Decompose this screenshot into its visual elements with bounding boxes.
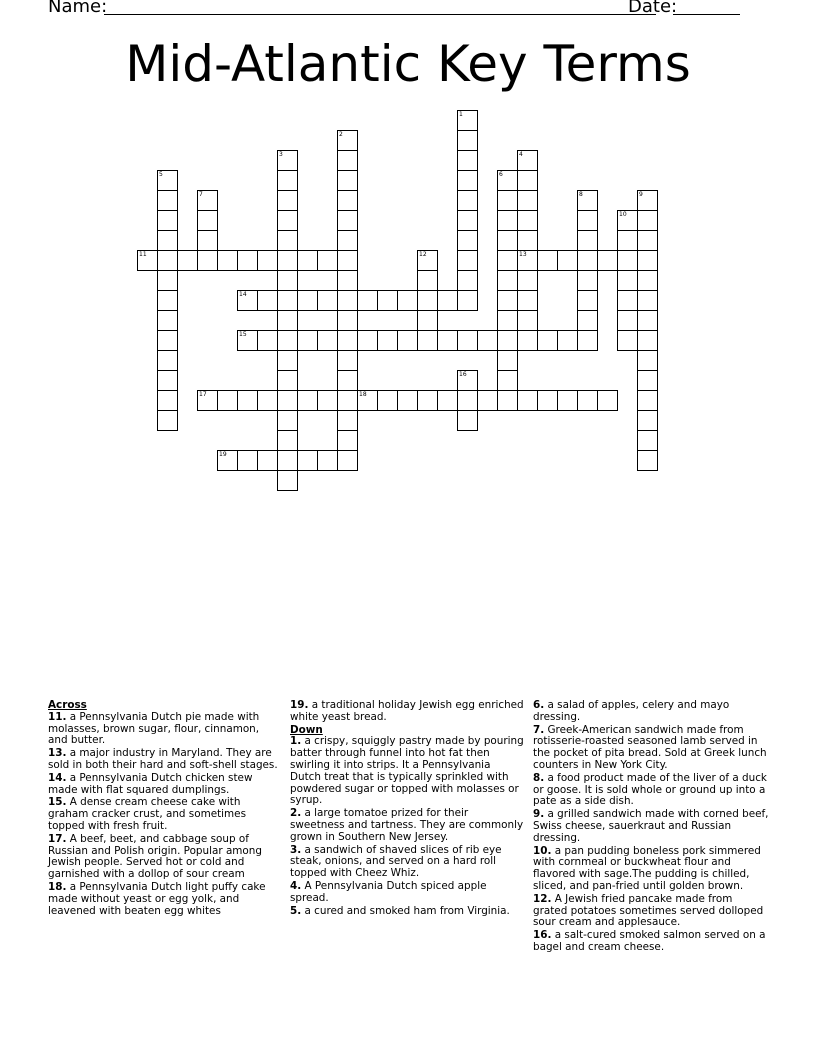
grid-cell[interactable] — [417, 330, 438, 351]
grid-cell[interactable] — [617, 290, 638, 311]
grid-cell[interactable] — [317, 290, 338, 311]
down-heading: Down — [290, 723, 323, 736]
grid-cell[interactable] — [157, 290, 178, 311]
grid-cell[interactable] — [277, 210, 298, 231]
grid-cell[interactable] — [277, 170, 298, 191]
grid-cell[interactable] — [457, 150, 478, 171]
grid-cell[interactable] — [237, 450, 258, 471]
grid-cell[interactable] — [637, 410, 658, 431]
grid-cell[interactable] — [417, 250, 438, 271]
grid-cell[interactable] — [157, 270, 178, 291]
grid-cell[interactable] — [637, 450, 658, 471]
grid-cell[interactable] — [617, 310, 638, 331]
grid-cell[interactable] — [457, 390, 478, 411]
grid-cell[interactable] — [517, 270, 538, 291]
clue-number: 19 — [219, 451, 227, 458]
grid-cell[interactable] — [537, 390, 558, 411]
grid-cell[interactable] — [517, 290, 538, 311]
grid-cell[interactable] — [337, 270, 358, 291]
grid-cell[interactable] — [277, 250, 298, 271]
clues-column-2 — [290, 700, 524, 918]
grid-cell[interactable] — [637, 190, 658, 211]
grid-cell[interactable] — [157, 310, 178, 331]
grid-cell[interactable] — [637, 430, 658, 451]
grid-cell[interactable] — [577, 250, 598, 271]
clue-number: 11 — [139, 251, 147, 258]
grid-cell[interactable] — [377, 290, 398, 311]
grid-cell[interactable] — [337, 150, 358, 171]
clue-down-7: 7. Greek-American sandwich made from rotisserie-roasted seasoned lamb served in the pocket of pita bread. Sold at Greek lunch counters in New York City. — [533, 723, 767, 771]
clue-number: 16 — [459, 371, 467, 378]
grid-cell[interactable] — [497, 350, 518, 371]
grid-cell[interactable] — [277, 230, 298, 251]
grid-cell[interactable] — [257, 390, 278, 411]
clue-down-1: 1. a crispy, squiggly pastry made by pouring batter through funnel into hot fat then swirling it into strips. It a Pennsylvania Dutch treat that is typically sprinkled with powdered sugar or topped with molasses or syrup. — [290, 735, 524, 807]
grid-cell[interactable] — [397, 390, 418, 411]
grid-cell[interactable] — [457, 330, 478, 351]
clue-across-13: 13. a major industry in Maryland. They are sold in both their hard and soft-shell stages. — [48, 747, 278, 771]
clue-down-4: 4. A Pennsylvania Dutch spiced apple spread. — [290, 879, 487, 904]
date-label: Date: — [628, 0, 678, 17]
grid-cell[interactable] — [517, 390, 538, 411]
grid-cell[interactable] — [457, 370, 478, 391]
crossword-grid — [0, 0, 816, 500]
clue-down-8: 8. a food product made of the liver of a duck or goose. It is sold whole or ground up into a pate as a side dish. — [533, 771, 767, 808]
grid-cell[interactable] — [517, 190, 538, 211]
grid-cell[interactable] — [617, 330, 638, 351]
grid-cell[interactable] — [437, 330, 458, 351]
grid-cell[interactable] — [417, 310, 438, 331]
clue-down-5: 5. a cured and smoked ham from Virginia. — [290, 904, 510, 917]
grid-cell[interactable] — [577, 310, 598, 331]
grid-cell[interactable] — [617, 210, 638, 231]
clue-down-9: 9. a grilled sandwich made with corned beef, Swiss cheese, sauerkraut and Russian dressing. — [533, 808, 769, 844]
clue-down-6: 6. a salad of apples, celery and mayo dressing. — [533, 699, 730, 723]
grid-cell[interactable] — [497, 250, 518, 271]
grid-cell[interactable] — [497, 190, 518, 211]
grid-cell[interactable] — [357, 390, 378, 411]
clue-down-2: 2. a large tomatoe prized for their sweetness and tartness. They are commonly grown in Southern New Jersey. — [290, 807, 524, 843]
grid-cell[interactable] — [277, 270, 298, 291]
grid-cell[interactable] — [597, 390, 618, 411]
clue-across-19: 19. a traditional holiday Jewish egg enriched white yeast bread. — [290, 699, 524, 723]
grid-cell[interactable] — [337, 450, 358, 471]
grid-cell[interactable] — [277, 430, 298, 451]
grid-cell[interactable] — [417, 390, 438, 411]
clue-number: 8 — [579, 191, 583, 198]
grid-cell[interactable] — [457, 270, 478, 291]
clue-number: 9 — [639, 191, 643, 198]
grid-cell[interactable] — [577, 390, 598, 411]
clue-number: 1 — [459, 111, 463, 118]
clue-number: 5 — [159, 171, 163, 178]
grid-cell[interactable] — [637, 350, 658, 371]
grid-cell[interactable] — [277, 330, 298, 351]
clue-number: 6 — [499, 171, 503, 178]
grid-cell[interactable] — [517, 230, 538, 251]
grid-cell[interactable] — [417, 270, 438, 291]
grid-cell[interactable] — [277, 410, 298, 431]
grid-cell[interactable] — [537, 250, 558, 271]
grid-cell[interactable] — [577, 190, 598, 211]
grid-cell[interactable] — [637, 210, 658, 231]
clue-number: 14 — [239, 291, 247, 298]
grid-cell[interactable] — [317, 390, 338, 411]
grid-cell[interactable] — [637, 230, 658, 251]
clue-number: 12 — [419, 251, 427, 258]
grid-cell[interactable] — [597, 250, 618, 271]
grid-cell[interactable] — [277, 350, 298, 371]
clue-across-15: 15. A dense cream cheese cake with graham cracker crust, and sometimes topped with fresh fruit. — [48, 796, 246, 832]
grid-cell[interactable] — [337, 390, 358, 411]
grid-cell[interactable] — [497, 370, 518, 391]
grid-cell[interactable] — [317, 250, 338, 271]
grid-cell[interactable] — [457, 210, 478, 231]
name-label: Name: — [48, 0, 108, 17]
grid-cell[interactable] — [197, 250, 218, 271]
grid-cell[interactable] — [337, 430, 358, 451]
grid-cell[interactable] — [157, 170, 178, 191]
grid-cell[interactable] — [497, 270, 518, 291]
grid-cell[interactable] — [537, 330, 558, 351]
grid-cell[interactable] — [357, 330, 378, 351]
grid-cell[interactable] — [497, 210, 518, 231]
clue-number: 13 — [519, 251, 527, 258]
grid-cell[interactable] — [337, 370, 358, 391]
grid-cell[interactable] — [257, 450, 278, 471]
grid-cell[interactable] — [337, 350, 358, 371]
grid-cell[interactable] — [637, 270, 658, 291]
grid-cell[interactable] — [437, 390, 458, 411]
clues-column-1 — [48, 700, 280, 918]
grid-cell[interactable] — [337, 410, 358, 431]
grid-cell[interactable] — [337, 290, 358, 311]
grid-cell[interactable] — [637, 330, 658, 351]
clue-number: 17 — [199, 391, 207, 398]
grid-cell[interactable] — [277, 150, 298, 171]
grid-cell[interactable] — [277, 390, 298, 411]
clue-down-16: 16. a salt-cured smoked salmon served on a bagel and cream cheese. — [533, 929, 766, 953]
grid-cell[interactable] — [457, 190, 478, 211]
grid-cell[interactable] — [157, 210, 178, 231]
grid-cell[interactable] — [637, 250, 658, 271]
grid-cell[interactable] — [477, 390, 498, 411]
grid-cell[interactable] — [337, 330, 358, 351]
grid-cell[interactable] — [397, 290, 418, 311]
grid-cell[interactable] — [577, 290, 598, 311]
grid-cell[interactable] — [297, 390, 318, 411]
grid-cell[interactable] — [337, 230, 358, 251]
grid-cell[interactable] — [237, 330, 258, 351]
grid-cell[interactable] — [277, 310, 298, 331]
grid-cell[interactable] — [277, 290, 298, 311]
grid-cell[interactable] — [237, 290, 258, 311]
grid-cell[interactable] — [217, 450, 238, 471]
grid-cell[interactable] — [577, 270, 598, 291]
grid-cell[interactable] — [477, 330, 498, 351]
clue-number: 18 — [359, 391, 367, 398]
clue-across-11: 11. a Pennsylvania Dutch pie made with molasses, brown sugar, flour, cinnamon, and butter. — [48, 710, 260, 747]
grid-cell[interactable] — [157, 330, 178, 351]
clues-column-3 — [533, 700, 769, 955]
clue-across-14: 14. a Pennsylvania Dutch chicken stew made with flat squared dumplings. — [48, 771, 253, 796]
grid-cell[interactable] — [517, 170, 538, 191]
grid-cell[interactable] — [297, 330, 318, 351]
grid-cell[interactable] — [217, 390, 238, 411]
grid-cell[interactable] — [157, 390, 178, 411]
grid-cell[interactable] — [577, 210, 598, 231]
grid-cell[interactable] — [497, 290, 518, 311]
grid-cell[interactable] — [137, 250, 158, 271]
clue-down-10: 10. a pan pudding boneless pork simmered with cornmeal or buckwheat flour and flavored with sage.The pudding is chilled, sliced, and pan-fried until golden brown. — [533, 844, 761, 892]
grid-cell[interactable] — [637, 310, 658, 331]
grid-cell[interactable] — [297, 450, 318, 471]
grid-cell[interactable] — [337, 210, 358, 231]
clue-across-18: 18. a Pennsylvania Dutch light puffy cake made without yeast or egg yolk, and leavened with beaten egg whites — [48, 880, 266, 917]
grid-cell[interactable] — [637, 290, 658, 311]
grid-cell[interactable] — [237, 390, 258, 411]
grid-cell[interactable] — [517, 150, 538, 171]
grid-cell[interactable] — [157, 230, 178, 251]
clue-down-3: 3. a sandwich of shaved slices of rib eye steak, onions, and served on a hard roll topped with Cheez Whiz. — [290, 843, 502, 880]
grid-cell[interactable] — [577, 230, 598, 251]
grid-cell[interactable] — [617, 230, 638, 251]
grid-cell[interactable] — [317, 330, 338, 351]
grid-cell[interactable] — [277, 450, 298, 471]
grid-cell[interactable] — [257, 330, 278, 351]
grid-cell[interactable] — [197, 210, 218, 231]
grid-cell[interactable] — [377, 390, 398, 411]
grid-cell[interactable] — [317, 450, 338, 471]
grid-cell[interactable] — [557, 250, 578, 271]
grid-cell[interactable] — [257, 250, 278, 271]
grid-cell[interactable] — [617, 270, 638, 291]
clue-number: 4 — [519, 151, 523, 158]
grid-cell[interactable] — [557, 390, 578, 411]
grid-cell[interactable] — [557, 330, 578, 351]
grid-cell[interactable] — [297, 250, 318, 271]
grid-cell[interactable] — [337, 190, 358, 211]
grid-cell[interactable] — [497, 170, 518, 191]
grid-cell[interactable] — [497, 330, 518, 351]
grid-cell[interactable] — [157, 250, 178, 271]
grid-cell[interactable] — [157, 350, 178, 371]
grid-cell[interactable] — [357, 290, 378, 311]
clue-number: 2 — [339, 131, 343, 138]
grid-cell[interactable] — [497, 390, 518, 411]
grid-cell[interactable] — [437, 290, 458, 311]
clue-across-17: 17. A beef, beet, and cabbage soup of Russian and Polish origin. Popular among Jewish people. Served hot or cold and garnished with a dollop of sour cream — [48, 832, 262, 881]
grid-cell[interactable] — [337, 310, 358, 331]
grid-cell[interactable] — [517, 210, 538, 231]
page-title: Mid-Atlantic Key Terms — [125, 35, 691, 93]
grid-cell[interactable] — [497, 310, 518, 331]
grid-cell[interactable] — [157, 410, 178, 431]
grid-cell[interactable] — [297, 290, 318, 311]
grid-cell[interactable] — [157, 190, 178, 211]
grid-cell[interactable] — [337, 130, 358, 151]
grid-cell[interactable] — [277, 190, 298, 211]
grid-cell[interactable] — [277, 470, 298, 491]
grid-cell[interactable] — [417, 290, 438, 311]
grid-cell[interactable] — [337, 250, 358, 271]
grid-cell[interactable] — [197, 190, 218, 211]
grid-cell[interactable] — [637, 390, 658, 411]
clue-number: 15 — [239, 331, 247, 338]
grid-cell[interactable] — [497, 230, 518, 251]
grid-cell[interactable] — [217, 250, 238, 271]
grid-cell[interactable] — [277, 370, 298, 391]
grid-cell[interactable] — [337, 170, 358, 191]
grid-cell[interactable] — [457, 230, 478, 251]
grid-cell[interactable] — [457, 290, 478, 311]
grid-cell[interactable] — [517, 310, 538, 331]
clue-number: 10 — [619, 211, 627, 218]
grid-cell[interactable] — [637, 370, 658, 391]
clue-number: 7 — [199, 191, 203, 198]
grid-cell[interactable] — [237, 250, 258, 271]
grid-cell[interactable] — [397, 330, 418, 351]
grid-cell[interactable] — [177, 250, 198, 271]
grid-cell[interactable] — [457, 410, 478, 431]
grid-cell[interactable] — [457, 170, 478, 191]
grid-cell[interactable] — [457, 130, 478, 151]
grid-cell[interactable] — [617, 250, 638, 271]
grid-cell[interactable] — [457, 250, 478, 271]
grid-cell[interactable] — [377, 330, 398, 351]
clue-number: 3 — [279, 151, 283, 158]
grid-cell[interactable] — [157, 370, 178, 391]
grid-cell[interactable] — [517, 330, 538, 351]
grid-cell[interactable] — [457, 110, 478, 131]
clue-down-12: 12. A Jewish fried pancake made from grated potatoes sometimes served dolloped sour cream and applesauce. — [533, 892, 764, 929]
across-heading: Across — [48, 699, 87, 711]
grid-cell[interactable] — [577, 330, 598, 351]
grid-cell[interactable] — [517, 250, 538, 271]
grid-cell[interactable] — [197, 230, 218, 251]
grid-cell[interactable] — [257, 290, 278, 311]
grid-cell[interactable] — [197, 390, 218, 411]
